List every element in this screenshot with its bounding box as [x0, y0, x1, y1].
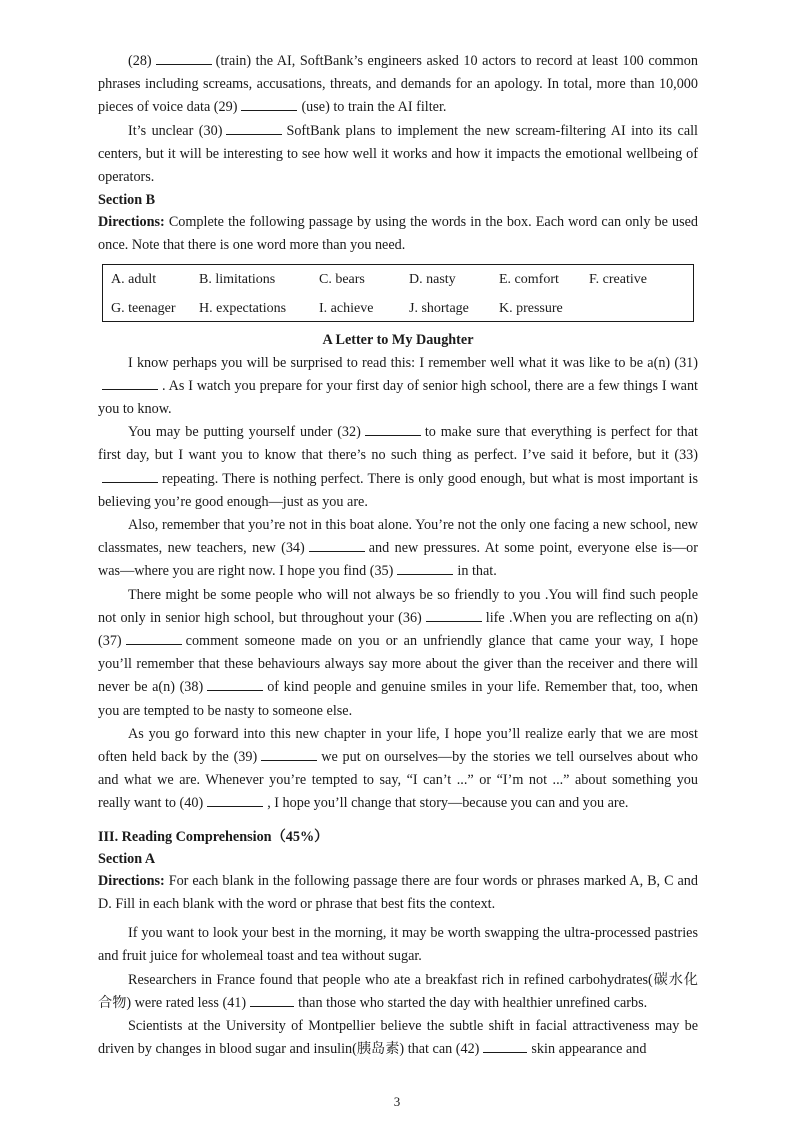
paragraph-30: It’s unclear (30) SoftBank plans to implement the new scream-filtering AI into its call centers, but it will be interesting to see how well it works and how it impacts the emotional wellbeing of operators. — [98, 122, 698, 186]
word-option: B. limitations — [199, 271, 276, 287]
exam-page — [98, 50, 698, 1061]
word-option: D. nasty — [409, 271, 456, 287]
word-option: A. adult — [111, 271, 157, 287]
blank-38[interactable] — [207, 678, 263, 691]
word-option: K. pressure — [499, 300, 563, 316]
reading-paragraph-3: Scientists at the University of Montpellier believe the subtle shift in facial attractiveness may be driven by changes in blood sugar and insulin(胰岛素) that can (42) skin appearance and — [98, 1017, 698, 1058]
reading-paragraph-1: If you want to look your best in the morning, it may be worth swapping the ultra-processed pastries and fruit juice for wholemeal toast and tea without sugar. — [98, 925, 698, 965]
blank-39[interactable] — [261, 748, 317, 761]
part-3-heading: III. Reading Comprehension（45%） — [98, 828, 329, 845]
blank-40[interactable] — [207, 794, 263, 807]
letter-paragraph-3: Also, remember that you’re not in this boat alone. You’re not the only one facing a new school, new classmates, new teachers, new (34) and new pressures. At some point, everyone else is—or was—where you are right now. I hope you find (35) in that. — [98, 517, 698, 580]
blank-37[interactable] — [126, 632, 182, 645]
paragraph-28: (28) (train) the AI, SoftBank’s engineers asked 10 actors to record at least 100 common phrases including screams, accusations, threats, and demands for an apology. In total, more than 10,000 pieces of voice data (29) (use) to train the AI filter. — [98, 53, 698, 116]
section-b-heading: Section B — [98, 192, 156, 209]
spacer — [98, 816, 698, 826]
blank-34[interactable] — [309, 539, 365, 552]
word-option: G. teenager — [111, 300, 176, 316]
word-option: F. creative — [589, 271, 647, 287]
blank-41[interactable] — [250, 994, 294, 1007]
letter-paragraph-2: You may be putting yourself under (32) to make sure that everything is perfect for that first day, but I want you to know that there’s no such thing as perfect. I’ve said it before, but it (33)repeating. There is nothing perfect. There is only good enough, but what is most important is believing you’re good enough—just as you are. — [98, 424, 699, 510]
blank-33[interactable] — [102, 470, 158, 483]
directions-b: Directions: Complete the following passage by using the words in the box. Each word can only be used once. Note that there is one word more than you need. — [98, 214, 699, 254]
blank-35[interactable] — [397, 562, 453, 575]
word-option: E. comfort — [499, 271, 559, 287]
letter-paragraph-1: I know perhaps you will be surprised to read this: I remember well what it was like to be a(n) (31). As I watch you prepare for your first day of senior high school, there are a few things I want you to know. — [98, 354, 698, 418]
word-box — [102, 264, 694, 322]
reading-paragraph-2: Researchers in France found that people who ate a breakfast rich in refined carbohydrates(碳水化合物) were rated less (41) than those who started the day with healthier unrefined carbs. — [98, 971, 698, 1011]
blank-42[interactable] — [483, 1040, 527, 1053]
letter-paragraph-4: There might be some people who will not always be so friendly to you .You will find such people not only in senior high school, but throughout your (36) life .When you are reflecting on a(n) (37) comment someone made on you or an unfriendly glance that came your way, I hope you’ll remember that these behaviours always say more about the giver than the receiver and there will never be a(n) (38) of kind people and genuine smiles in your life. Remember that, too, when you are tempted to be nasty to someone else. — [98, 586, 698, 719]
blank-28[interactable] — [156, 52, 212, 65]
section-a-heading: Section A — [98, 850, 156, 867]
word-option: J. shortage — [409, 300, 469, 316]
page-number: 3 — [393, 1094, 401, 1109]
blank-30[interactable] — [226, 122, 282, 135]
word-option: H. expectations — [199, 300, 287, 316]
blank-31[interactable] — [102, 377, 158, 390]
blank-36[interactable] — [426, 609, 482, 622]
word-option: I. achieve — [319, 300, 374, 316]
blank-32[interactable] — [365, 423, 421, 436]
word-option: C. bears — [319, 271, 365, 287]
letter-title: A Letter to My Daughter — [322, 331, 474, 348]
letter-paragraph-5: As you go forward into this new chapter in your life, I hope you’ll realize early that we are most often held back by the (39) we put on ourselves—by the stories we tell ourselves about who and what we are. Whenever you’re tempted to say, “I can’t ...” or “I’m not ...” about something you really want to (40) , I hope you’ll change that story—because you can and you are. — [98, 725, 698, 812]
directions-a: Directions: For each blank in the following passage there are four words or phrases marked A, B, C and D. Fill in each blank with the word or phrase that best fits the context. — [98, 872, 698, 912]
blank-29[interactable] — [241, 98, 297, 111]
